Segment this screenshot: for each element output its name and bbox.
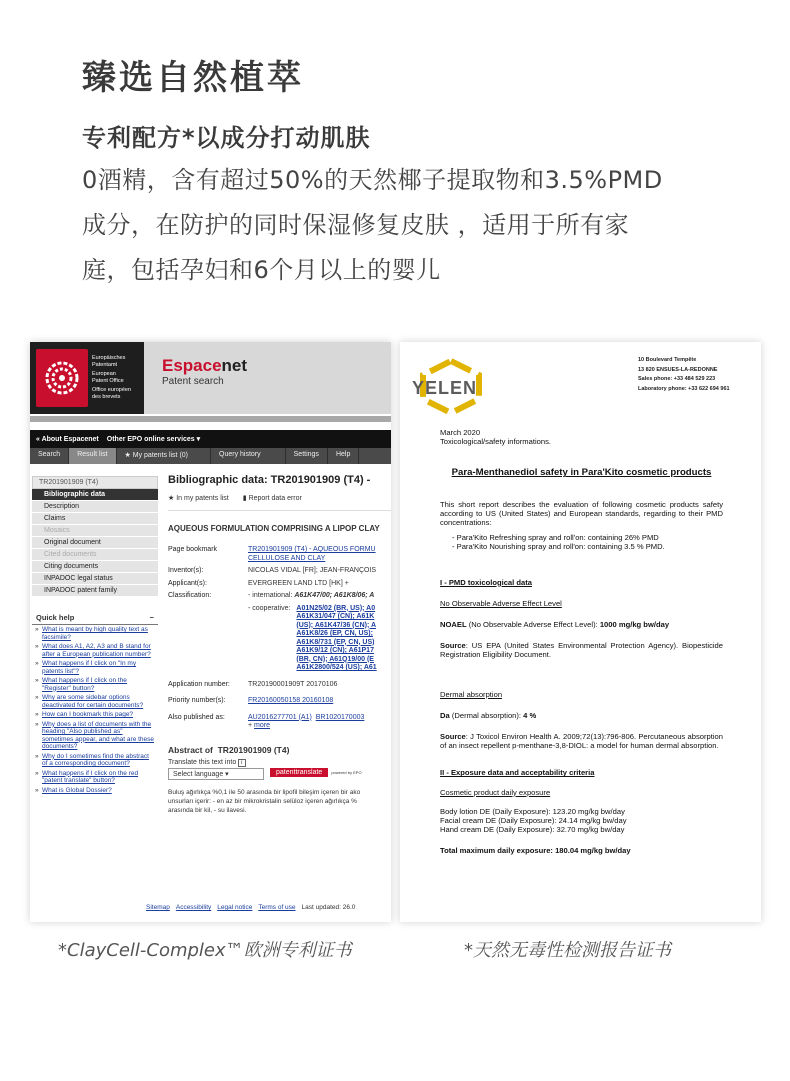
noael-line: NOAEL (No Observable Adverse Effect Level): 1000 mg/kg bw/day [440, 620, 670, 630]
bibliographic-panel [158, 464, 391, 815]
quick-help-link[interactable]: » What is Global Dossier? [32, 786, 158, 796]
bibliographic-title: Bibliographic data: TR201901909 (T4) - [168, 474, 371, 486]
yelen-logo [408, 356, 518, 414]
also-published-row: Also published as: AU2016277701 (A1) BR1020170003 + more [168, 713, 365, 729]
sidebar-item-description[interactable]: Description [32, 501, 158, 513]
terms-link[interactable]: Terms of use [258, 904, 296, 911]
quick-help-link[interactable]: » How can I bookmark this page? [32, 710, 158, 720]
quick-help-link[interactable]: » What happens if I click on "In my patents list"? [32, 659, 158, 676]
quick-help-header[interactable]: Quick help − [32, 611, 158, 625]
report-body [400, 428, 761, 856]
total-exposure: Total maximum daily exposure: 180.04 mg/kg bw/day [440, 846, 631, 856]
epo-org-names: Europäisches Patentamt European Patent Office Office européen des brevets [92, 355, 132, 400]
espacenet-header [30, 342, 391, 414]
sidebar-item-claims[interactable]: Claims [32, 513, 158, 525]
hero-title: 臻选自然植萃 [82, 58, 304, 98]
main-tabs [30, 448, 391, 464]
tab-help[interactable]: Help [328, 448, 359, 464]
quick-help-link[interactable]: » What happens if I click on the red "patent translate" button? [32, 769, 158, 786]
tab-search[interactable]: Search [30, 448, 69, 464]
caption-report: *天然无毒性检测报告证书 [464, 940, 671, 961]
sidebar-item-citing[interactable]: Citing documents [32, 561, 158, 573]
sidebar [30, 464, 158, 815]
tab-result-list[interactable]: Result list [69, 448, 116, 464]
noael-source: Source: US EPA (United States Environmental Protection Agency). Biopesticide Registration Eligibility Document. [440, 641, 723, 660]
page-bookmark-row: Page bookmark TR201901909 (T4) - AQUEOUS FORMU CELLULOSE AND CLAY [168, 546, 391, 563]
exposure-list: Body lotion DE (Daily Exposure): 123.20 mg/kg bw/day Facial cream DE (Daily Exposure): 24.14 mg/kg bw/day Hand cream DE (Daily Exposure): 32.70 mg/kg bw/day [440, 806, 627, 835]
inventors-row: Inventor(s): NICOLAS VIDAL [FR]; JEAN-FRANÇOIS [168, 567, 377, 574]
about-espacenet-link[interactable]: « About Espacenet [36, 435, 99, 443]
quick-help-link[interactable]: » What happens if I click on the "Register" button? [32, 676, 158, 693]
accessibility-link[interactable]: Accessibility [175, 904, 212, 911]
sidebar-item-family[interactable]: INPADOC patent family [32, 585, 158, 597]
hero [82, 52, 762, 293]
section-2-heading: II - Exposure data and acceptability criteria [440, 768, 595, 778]
report-error-button[interactable]: ▮ Report data error [242, 495, 302, 502]
page-bookmark-link[interactable]: TR201901909 (T4) - AQUEOUS FORMU CELLULOSE AND CLAY [248, 546, 376, 562]
priority-row: Priority number(s): FR20160050158 20160108 [168, 697, 334, 704]
sidebar-item-bibliographic[interactable]: Bibliographic data [32, 489, 158, 501]
language-select[interactable]: Select language ▾ [168, 768, 264, 780]
caption-patent: *ClayCell-Complex™欧洲专利证书 [58, 940, 352, 961]
classification-row: Classification: - international: A61K47/00; A61K8/06; A [168, 592, 375, 599]
list-item: - Para'Kito Refreshing spray and roll'on: containing 26% PMD [452, 533, 723, 542]
report-header [400, 342, 761, 428]
last-updated: Last updated: 26.0 [301, 904, 356, 911]
sitemap-link[interactable]: Sitemap [146, 904, 170, 911]
quick-help-link[interactable]: » Why are some sidebar options deactivated for certain documents? [32, 693, 158, 710]
tab-settings[interactable]: Settings [286, 448, 328, 464]
dermal-line: Da (Dermal absorption): 4 % [440, 710, 537, 720]
translate-label: Translate this text into i [168, 759, 391, 766]
sidebar-item-legal[interactable]: INPADOC legal status [32, 573, 158, 585]
sidebar-item-original[interactable]: Original document [32, 537, 158, 549]
hero-subtitle: 专利配方*以成分打动肌肤 [82, 124, 371, 152]
yelen-wordmark: YELEN [412, 378, 478, 398]
application-number-row: Application number: TR20190001909T 20170106 [168, 680, 338, 688]
add-to-list-button[interactable]: ★ In my patents list [168, 495, 229, 502]
header-band [30, 416, 391, 422]
epo-logo [30, 342, 144, 414]
patent-translate-button[interactable]: patenttranslate [270, 768, 328, 777]
espacenet-screenshot [30, 342, 391, 922]
section-1-heading: I - PMD toxicological data [440, 577, 532, 587]
hero-desc-1: 0酒精，含有超过50%的天然椰子提取物和3.5%PMD [82, 166, 663, 194]
quick-help-link[interactable]: » What does A1, A2, A3 and B stand for after a European publication number? [32, 642, 158, 659]
yelen-report [400, 342, 761, 922]
quick-help-link[interactable]: » Why do I sometimes find the abstract of a corresponding document? [32, 752, 158, 769]
dermal-source: Source: J Toxicol Environ Health A. 2009;72(13):796-806. Percutaneous absorption of an insect repellent p-menthane-3,8-DIOL: a model for human dermal absorption. [440, 732, 723, 751]
tab-query-history[interactable]: Query history [211, 448, 286, 464]
list-item: - Para'Kito Nourishing spray and roll'on: containing 3.5 % PMD. [452, 542, 723, 551]
more-link[interactable]: more [254, 722, 270, 729]
report-intro: This short report describes the evaluation of following cosmetic products safety according to US (United States) and European standards, regarding to their PMD concentrations: [440, 499, 723, 528]
noael-heading: No Observable Adverse Effect Level [440, 598, 562, 608]
epo-logo-icon [36, 349, 88, 407]
quick-help-link[interactable]: » Why does a list of documents with the heading "Also published as" sometimes appear, and what are these documents? [32, 720, 158, 752]
legal-notice-link[interactable]: Legal notice [217, 904, 253, 911]
report-date: March 2020 [440, 428, 481, 437]
cooperative-classes[interactable]: A01N25/02 (BR, US); A0 A61K31/047 (CN); A61K (US); A61K47/36 (CN); A A61K8/26 (EP, CN, US); A61K8/731 (EP, CN, US) A61K9/12 (CN); A61P17 (BR, CN); A61Q19/00 (E A61K2800/524 (US); A61 [296, 604, 377, 671]
sidebar-item-mosaics: Mosaics [32, 525, 158, 537]
translate-controls: Select language ▾ patenttranslate powered by EPO [168, 766, 391, 780]
dermal-heading: Dermal absorption [440, 689, 503, 699]
sidebar-item-cited: Cited documents [32, 549, 158, 561]
tab-my-patents[interactable]: ★ My patents list (0) [117, 448, 211, 464]
cooperative-row: - cooperative: A01N25/02 (BR, US); A0 A61K31/047 (CN); A61K (US); A61K47/36 (CN); A A61K8/26 (EP, CN, US); A61K8/731 (EP, CN, US) A61K9/12 (CN); A61P17 (BR, CN); A61Q19/00 (E A61K2800/524 (US); A61 [248, 604, 377, 671]
other-services-menu[interactable]: Other EPO online services ▾ [106, 436, 201, 443]
applicants-row: Applicant(s): EVERGREEN LAND LTD [HK] + [168, 579, 349, 587]
top-nav [30, 430, 391, 448]
espacenet-brand[interactable]: Espacenet Patent search [162, 356, 248, 387]
product-list [440, 533, 723, 551]
also-published-link[interactable]: BR1020170003 [315, 713, 365, 721]
quick-help-link[interactable]: » What is meant by high quality text as facsimile? [32, 625, 158, 642]
bib-actions [168, 494, 391, 511]
collapse-icon: − [149, 613, 154, 622]
abstract-title: Abstract of TR201901909 (T4) [168, 744, 290, 755]
info-icon: i [238, 759, 245, 767]
hero-desc-2: 成分，在防护的同时保湿修复皮肤 ，适用于所有家 [82, 211, 630, 239]
also-published-link[interactable]: AU2016277701 (A1) [248, 713, 312, 721]
sidebar-doc-id: TR201901909 (T4) [32, 476, 158, 489]
company-address: 10 Boulevard Tempête 13 820 ENSUES-LA-REDONNE Sales phone: +33 484 529 223 Laboratory phone: +33 622 694 961 [638, 357, 730, 392]
espacenet-footer [146, 904, 355, 911]
exposure-heading: Cosmetic product daily exposure [440, 787, 551, 797]
report-title: Para-Menthanediol safety in Para'Kito cosmetic products [451, 467, 712, 479]
document-title: AQUEOUS FORMULATION COMPRISING A LIPOP CLAY [168, 524, 380, 533]
report-subject: Toxicological/safety informations. [440, 437, 552, 447]
hero-desc-3: 庭，包括孕妇和6个月以上的婴儿 [82, 256, 441, 284]
abstract-text: Buluş ağırlıkça %0,1 ile 50 arasında bir lipofil bileşim içeren bir ako unsurları içerir: - en az bir mikrokristalin selüloz içeren ağırlıkça % arasında bir kil, - su ilavesi. [168, 788, 361, 814]
